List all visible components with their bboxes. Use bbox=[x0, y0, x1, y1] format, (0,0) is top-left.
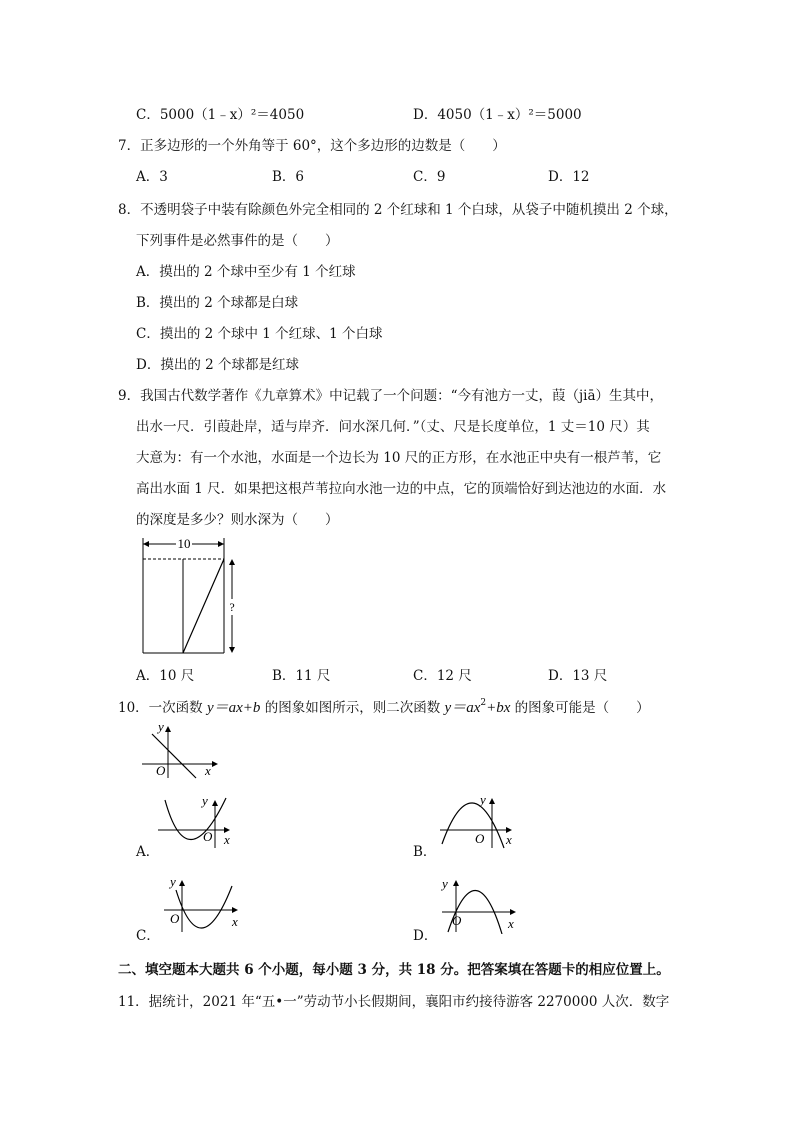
q7-option-c: C．9 bbox=[413, 169, 446, 185]
q9-line3: 大意为：有一个水池，水面是一个边长为 10 尺的正方形，在水池正中央有一根芦苇，它 bbox=[136, 450, 662, 466]
q7-stem: 7．正多边形的一个外角等于 60°，这个多边形的边数是（ ） bbox=[118, 138, 506, 154]
q10-stem bbox=[118, 696, 650, 717]
q9-option-b: B．11 尺 bbox=[272, 668, 331, 684]
y-axis-arrow-icon bbox=[165, 726, 171, 732]
q7-option-a: A．3 bbox=[136, 169, 168, 185]
q10-option-d-label: D． bbox=[413, 928, 438, 944]
q9-option-c: C．12 尺 bbox=[413, 668, 472, 684]
q11-text: 11．据统计，2021 年“五•一”劳动节小长假期间，襄阳市约接待游客 2270000 人次．数字 bbox=[118, 994, 670, 1010]
origin-label: O bbox=[156, 763, 166, 778]
y-axis-arrow-icon bbox=[453, 880, 459, 886]
y-axis-label: y bbox=[158, 719, 164, 734]
x-axis-arrow-icon bbox=[510, 909, 516, 915]
y-axis-arrow-icon bbox=[212, 800, 218, 806]
q8-stem-line1: 8．不透明袋子中装有除颜色外完全相同的 2 个红球和 1 个白球，从袋子中随机摸出 2 个球， bbox=[118, 202, 678, 218]
arrow-up-icon bbox=[229, 559, 235, 565]
x-axis-label: x bbox=[506, 832, 512, 847]
x-axis-label: x bbox=[508, 916, 514, 931]
arrow-right-icon bbox=[218, 541, 224, 547]
figure-width-label: 10 bbox=[177, 536, 191, 551]
q8-option-b: B．摸出的 2 个球都是白球 bbox=[136, 295, 299, 311]
origin-label: O bbox=[452, 913, 462, 928]
section2-heading: 二、填空题本大题共 6 个小题，每小题 3 分，共 18 分。把答案填在答题卡的相应位置上。 bbox=[118, 962, 670, 978]
q9-option-a: A．10 尺 bbox=[136, 668, 195, 684]
origin-label: O bbox=[170, 911, 180, 926]
y-axis-label: y bbox=[170, 874, 176, 889]
q10-option-d-graph bbox=[438, 872, 528, 934]
q9-line1: 9．我国古代数学著作《九章算术》中记载了一个问题：“今有池方一丈，葭（jiā）生其中， bbox=[118, 388, 664, 404]
q7-option-d: D．12 bbox=[548, 169, 590, 185]
depth-unknown-label: ? bbox=[229, 600, 235, 614]
q9-line4: 高出水面 1 尺．如果把这根芦苇拉向水池一边的中点，它的顶端恰好到达池边的水面．水 bbox=[136, 481, 667, 497]
q10-stem-middle: 的图象如图所示，则二次函数 bbox=[260, 700, 445, 716]
q8-option-d: D．摸出的 2 个球都是红球 bbox=[136, 357, 299, 373]
q6-option-d: D．4050（1﹣x）²＝5000 bbox=[413, 107, 582, 123]
origin-label: O bbox=[203, 829, 213, 844]
parabola-curve bbox=[442, 803, 504, 848]
q8-stem-line2: 下列事件是必然事件的是（ ） bbox=[136, 233, 339, 249]
arrow-left-icon bbox=[143, 541, 149, 547]
q10-option-c-graph bbox=[160, 872, 250, 934]
arrow-down-icon bbox=[229, 647, 235, 653]
x-axis-arrow-icon bbox=[212, 761, 218, 767]
x-axis-arrow-icon bbox=[232, 907, 238, 913]
q6-option-c: C．5000（1﹣x）²＝4050 bbox=[136, 107, 305, 123]
q8-option-a: A．摸出的 2 个球中至少有 1 个红球 bbox=[136, 264, 356, 280]
q9-line5: 的深度是多少？则水深为（ ） bbox=[136, 512, 339, 528]
q8-option-c: C．摸出的 2 个球中 1 个红球、1 个白球 bbox=[136, 326, 383, 342]
x-axis-label: x bbox=[224, 832, 230, 847]
y-axis-label: y bbox=[202, 793, 208, 808]
q10-quadratic-equation-a: y＝ax bbox=[444, 700, 481, 716]
q10-option-c-label: C． bbox=[136, 928, 160, 944]
q9-option-d: D．13 尺 bbox=[548, 668, 608, 684]
q10-option-b-label: B． bbox=[413, 844, 437, 860]
q10-option-a-label: A． bbox=[136, 844, 160, 860]
x-axis-label: x bbox=[205, 763, 211, 778]
y-axis-label: y bbox=[480, 792, 486, 807]
reed-slanted bbox=[183, 559, 224, 653]
q9-pool-figure bbox=[136, 535, 246, 660]
y-axis-label: y bbox=[442, 876, 448, 891]
q10-stem-suffix: 的图象可能是（ ） bbox=[510, 700, 650, 716]
q10-quadratic-exponent: 2 bbox=[480, 697, 487, 708]
q10-stem-prefix: 10．一次函数 bbox=[118, 700, 207, 716]
q7-option-b: B．6 bbox=[272, 169, 305, 185]
x-axis-label: x bbox=[232, 914, 238, 929]
origin-label: O bbox=[475, 831, 485, 846]
q9-line2: 出水一尺．引葭赴岸，适与岸齐．问水深几何．”（丈、尺是长度单位，1 丈＝10 尺）其 bbox=[136, 419, 650, 435]
q10-linear-equation: y＝ax+b bbox=[206, 700, 261, 716]
y-axis-arrow-icon bbox=[179, 880, 185, 886]
q10-linear-graph bbox=[138, 718, 223, 780]
q10-option-b-graph bbox=[432, 790, 522, 852]
q10-option-a-graph bbox=[150, 790, 240, 852]
q10-quadratic-equation-b: +bx bbox=[486, 700, 511, 716]
y-axis-arrow-icon bbox=[489, 798, 495, 804]
parabola-curve bbox=[176, 886, 232, 928]
